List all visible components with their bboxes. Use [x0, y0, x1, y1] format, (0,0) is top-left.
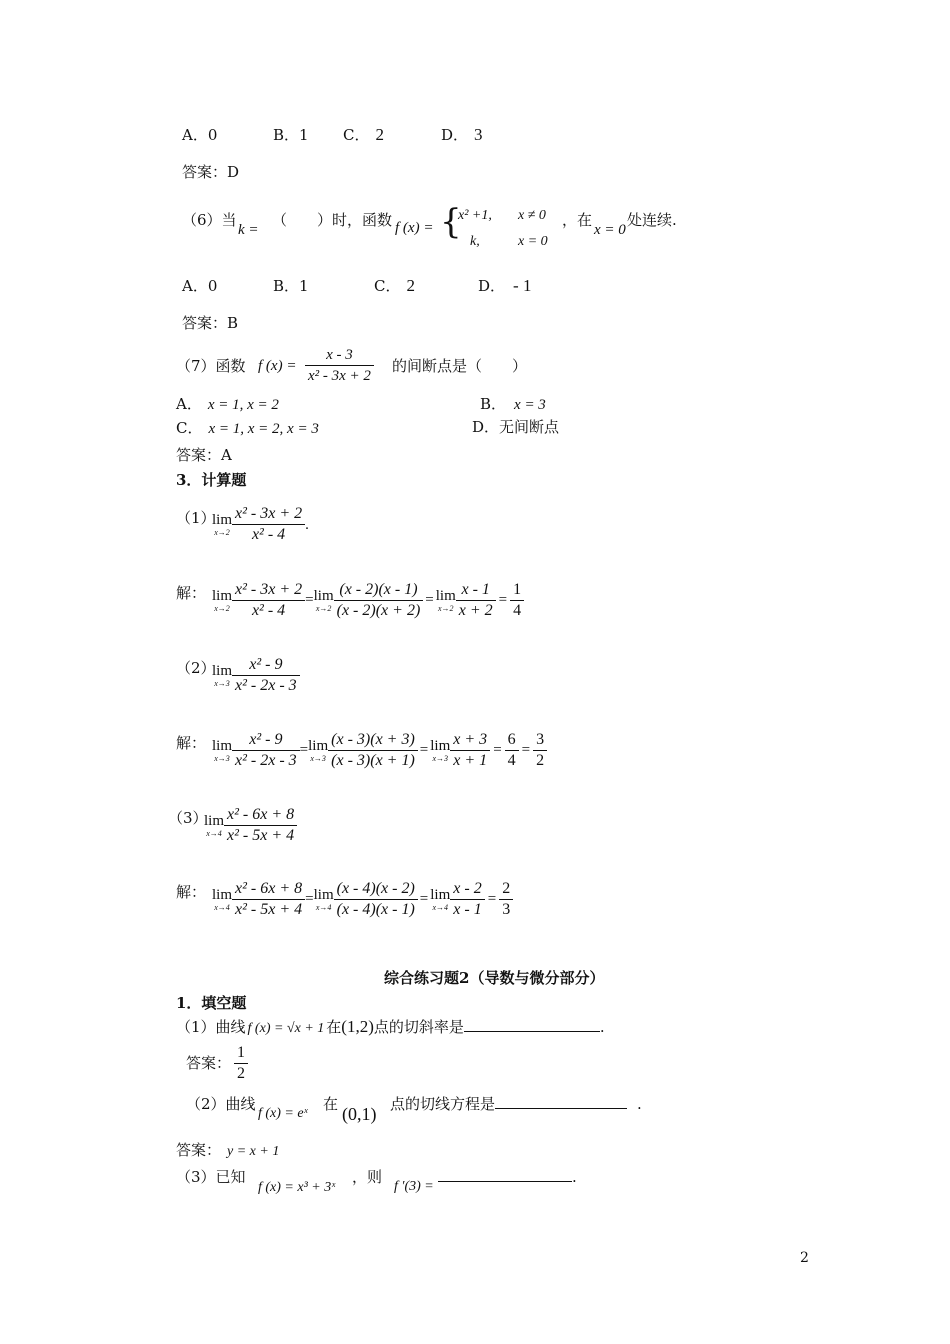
q7-option-b-label: B． [480, 395, 507, 413]
calc1-problem [212, 504, 309, 545]
fill1-answer-den: 2 [237, 1065, 245, 1082]
calc1-s-den2: (x - 2)(x + 2) [336, 602, 421, 619]
calc3-problem [204, 805, 297, 846]
calc1-s-num1: x² - 3x + 2 [232, 580, 305, 601]
calc2-s-sub3: x→3 [432, 754, 449, 763]
q6-fx: f (x) = [395, 220, 434, 236]
fill2-blank [495, 1094, 627, 1109]
calc1-s-sub1: x→2 [214, 604, 230, 613]
q5-answer: 答案：D [182, 163, 240, 181]
fill1-function: f (x) = √x + 1 [247, 1021, 325, 1036]
q6-case2-expr: k, [470, 234, 480, 249]
q7-numerator: x - 3 [305, 345, 374, 366]
calc1-s-sub3: x→2 [437, 604, 454, 613]
calc2-s-num5: 3 [533, 730, 547, 751]
q6-case2-cond: x = 0 [518, 234, 548, 249]
q5-option-c-label: C． [343, 126, 370, 144]
fill2-mid: 在 [323, 1095, 339, 1113]
section3-title: 3．计算题 [176, 471, 247, 489]
part2-section1-title: 1．填空题 [176, 994, 247, 1012]
q5-option-d [441, 125, 483, 145]
q5-option-c-value: 2 [375, 125, 384, 144]
calc3-s-sub1: x→4 [214, 903, 230, 912]
calc3-denominator: x² - 5x + 4 [227, 827, 295, 844]
calc3-s-lim3: lim [430, 887, 451, 903]
q7-option-b [480, 394, 546, 415]
q6-at: x = 0 [594, 222, 626, 238]
fill2-answer-line [176, 1140, 279, 1162]
q6-option-b: B．1 [273, 277, 309, 295]
calc3-s-lim2: lim [313, 887, 334, 903]
part2-title: 综合练习题2（导数与微分部分） [384, 969, 605, 987]
calc1-s-lim1: lim [212, 588, 233, 604]
fill3-end: . [572, 1168, 577, 1186]
q6-mid: ，在 [562, 211, 593, 229]
q6-option-d-value: - 1 [513, 276, 532, 295]
fill3-derivative: f ′(3) = [394, 1179, 434, 1194]
fill3-blank [438, 1167, 572, 1182]
fill1-mid: 在 [326, 1018, 342, 1036]
calc3-s-den4: 3 [502, 901, 511, 918]
calc3-s-num1: x² - 6x + 8 [232, 879, 305, 900]
calc2-s-lim3: lim [430, 738, 451, 754]
fill2-suffix: 点的切线方程是 [390, 1095, 496, 1113]
calc2-s-num2: (x - 3)(x + 3) [328, 730, 418, 751]
calc1-s-den1: x² - 4 [251, 602, 286, 619]
fill3-function: f (x) = x³ + 3ˣ [258, 1180, 336, 1195]
calc1-s-den3: x + 2 [458, 602, 493, 619]
fill1-prefix: （1）曲线 [176, 1018, 246, 1036]
q7-option-a [176, 394, 279, 415]
calc2-label: （2） [176, 659, 216, 677]
fill2-point: (0,1) [342, 1104, 377, 1124]
fill1-answer [234, 1043, 248, 1084]
q6-prefix: （6）当 [182, 211, 237, 229]
calc2-problem [212, 655, 300, 696]
calc1-s-num2: (x - 2)(x - 1) [334, 580, 424, 601]
q7-answer: 答案：A [176, 446, 232, 464]
fill1-suffix: 点的切斜率是 [373, 1018, 464, 1036]
calc3-lim-sub: x→4 [206, 829, 222, 838]
q6-case1-cond: x ≠ 0 [518, 208, 546, 223]
calc2-solution: lim x→3 $\frac{\text{x² - 9}}{\text{x² - 2x - 3}}$ =lim x→3 $\frac{(x - 3)(x + 3)}{(x - 3)(x + 1)}$ = lim x→3 $\frac{x + 3}{x + 1}$ = $\frac{6}{4}$ = $\frac{3}{2}$ [212, 730, 547, 771]
calc2-s-den4: 4 [507, 752, 516, 769]
calc1-s-den4: 4 [513, 602, 522, 619]
calc3-label: （3） [168, 809, 208, 827]
calc3-s-sub3: x→4 [432, 903, 449, 912]
calc3-s-sub2: x→4 [315, 903, 332, 912]
calc3-numerator: x² - 6x + 8 [224, 805, 297, 826]
fill3-mid: ，则 [352, 1168, 383, 1186]
fill2-end: . [637, 1095, 642, 1113]
q6-case1-expr: x² +1, [458, 208, 492, 223]
q7-fraction [305, 345, 374, 386]
fill1-answer-label: 答案： [186, 1054, 232, 1072]
q7-option-c-value: x = 1, x = 2, x = 3 [208, 421, 319, 437]
calc3-s-num3: x - 2 [450, 879, 484, 900]
q7-option-a-value: x = 1, x = 2 [207, 397, 279, 413]
fill3-blank-line [438, 1167, 577, 1187]
calc2-s-den5: 2 [536, 752, 545, 769]
calc1-solution: lim x→2 $\frac{\text{x² - 3x + 2}}{\text{x² - 4}}$ =lim x→2 $\frac{(x - 2)(x - 1)}{(x - 2)(x + 2)}$ = lim x→2 $\frac{x - 1}{x + 2}$ = $\frac{1}{4}$ [212, 580, 524, 621]
q6-suffix: 处连续. [627, 211, 677, 229]
calc3-s-den3: x - 1 [453, 901, 482, 918]
calc1-denominator: x² - 4 [251, 526, 286, 543]
q5-option-b: B．1 [273, 126, 309, 144]
q7-denominator: x² - 3x + 2 [308, 368, 371, 384]
q6-brace: { [440, 202, 462, 242]
q7-fx: f (x) = [258, 358, 297, 374]
fill1-answer-num: 1 [234, 1043, 248, 1064]
q6-option-c-value: 2 [406, 276, 415, 295]
fill1-end: . [599, 1018, 605, 1036]
calc2-s-sub2: x→3 [310, 754, 326, 763]
calc1-s-num4: 1 [510, 580, 524, 601]
fill2-function: f (x) = eˣ [258, 1106, 308, 1121]
fill1-blank [464, 1017, 600, 1032]
q5-option-a: A．0 [182, 126, 218, 144]
q6-option-d [478, 276, 531, 296]
calc1-dot: . [305, 517, 309, 533]
q7-suffix: 的间断点是（ ） [392, 357, 528, 375]
q7-prefix: （7）函数 [176, 357, 246, 375]
calc3-solution-label: 解： [176, 883, 207, 901]
calc2-s-num4: 6 [505, 730, 519, 751]
calc2-s-den3: x + 1 [453, 752, 488, 769]
fill2-suffix-line [390, 1094, 642, 1114]
q7-option-c [176, 418, 319, 439]
calc3-s-den2: (x - 4)(x - 1) [336, 901, 415, 918]
calc1-s-lim2: lim [313, 588, 334, 604]
fill1-point: (1,2) [341, 1017, 374, 1036]
q6-answer: 答案：B [182, 314, 239, 332]
calc2-denominator: x² - 2x - 3 [235, 677, 297, 694]
calc3-s-lim1: lim [212, 887, 233, 903]
fill2-answer-label: 答案： [176, 1141, 222, 1159]
calc1-numerator: x² - 3x + 2 [232, 504, 305, 525]
fill1-line [176, 1017, 605, 1039]
q7-option-c-label: C． [176, 419, 203, 437]
calc1-lim-sub: x→2 [214, 528, 230, 537]
page-number: 2 [800, 1250, 809, 1266]
q6-paren: （ ）时，函数 [272, 211, 393, 229]
q6-option-c [374, 276, 415, 296]
q5-option-c [343, 125, 384, 145]
calc3-s-num2: (x - 4)(x - 2) [334, 879, 418, 900]
calc1-s-sub2: x→2 [315, 604, 332, 613]
calc2-s-den1: x² - 2x - 3 [235, 752, 297, 769]
q7-option-a-label: A． [176, 395, 202, 413]
q6-k-expr: k = [238, 222, 259, 238]
calc2-solution-label: 解： [176, 734, 207, 752]
q5-option-d-label: D． [441, 126, 469, 144]
q6-option-d-label: D． [478, 277, 506, 295]
calc2-s-lim1: lim [212, 738, 233, 754]
fill2-answer-value: y = x + 1 [227, 1144, 280, 1159]
calc3-lim: lim [204, 813, 225, 829]
q7-option-d: D．无间断点 [472, 418, 560, 436]
fill3-prefix: （3）已知 [176, 1168, 246, 1186]
calc2-s-lim2: lim [308, 738, 329, 754]
calc3-solution: lim x→4 $\frac{\text{x² - 6x + 8}}{\text{x² - 5x + 4}}$ =lim x→4 $\frac{(x - 4)(x - 2)}{(x - 4)(x - 1)}$ = lim x→4 $\frac{x - 2}{x - 1}$ = $\frac{2}{3}$ [212, 879, 513, 920]
calc2-s-num1: x² - 9 [232, 730, 300, 751]
calc2-s-num3: x + 3 [450, 730, 490, 751]
calc2-numerator: x² - 9 [232, 655, 300, 676]
calc2-lim: lim [212, 663, 233, 679]
calc3-s-den1: x² - 5x + 4 [235, 901, 303, 918]
calc2-s-den2: (x - 3)(x + 1) [331, 752, 415, 769]
calc2-s-sub1: x→3 [214, 754, 230, 763]
fill2-prefix: （2）曲线 [186, 1095, 256, 1113]
calc3-s-num4: 2 [499, 879, 513, 900]
calc2-lim-sub: x→3 [214, 679, 230, 688]
q7-option-b-value: x = 3 [514, 397, 546, 413]
calc1-s-lim3: lim [435, 588, 456, 604]
calc1-lim: lim [212, 512, 233, 528]
calc1-s-num3: x - 1 [456, 580, 496, 601]
q5-option-d-value: 3 [474, 125, 483, 144]
q6-option-a: A．0 [182, 277, 218, 295]
calc1-label: （1） [176, 509, 216, 527]
calc1-solution-label: 解： [176, 584, 207, 602]
q6-option-c-label: C． [374, 277, 401, 295]
